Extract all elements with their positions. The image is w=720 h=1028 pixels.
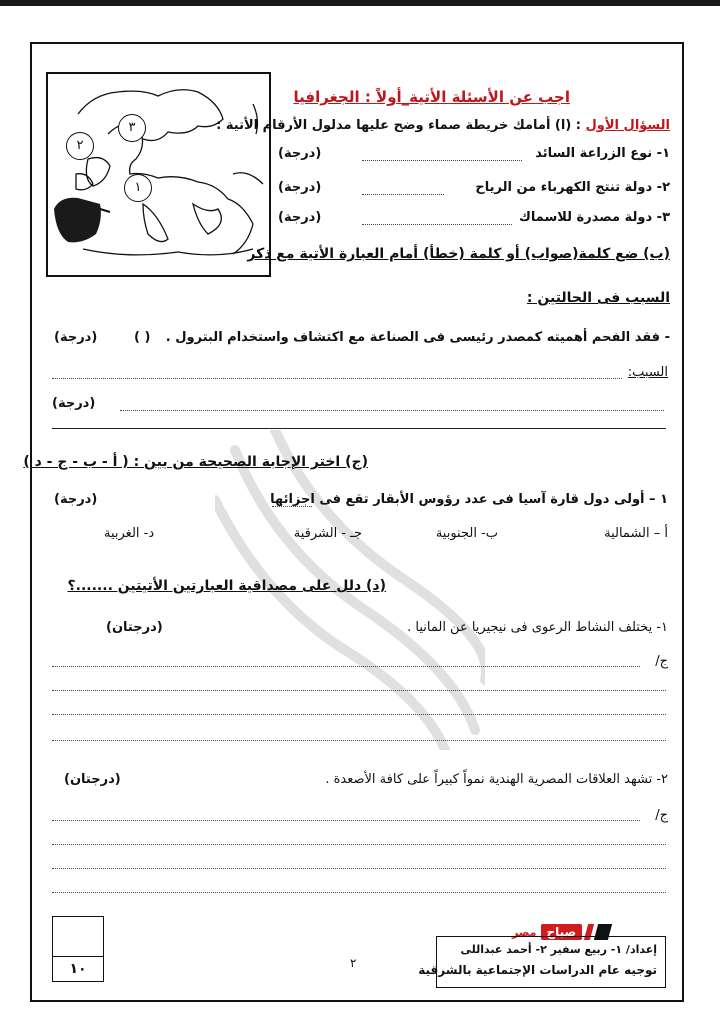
answer-label: ج/ (655, 654, 668, 669)
option-b: ب- الجنوبية (435, 526, 498, 541)
part-b-subtitle: السبب فى الحالتين : (526, 290, 670, 306)
section-title: اجب عن الأسئلة الأتية_أولاً : الجغرافيا (293, 88, 570, 106)
answer-line (52, 714, 666, 715)
reason-label: السبب: (627, 365, 668, 380)
europe-map-outline (48, 74, 269, 275)
map-label-2: ٢ (66, 132, 94, 160)
logo-text: صباح (541, 924, 583, 940)
part-b-mark-2: (درجة) (52, 396, 96, 411)
top-rule (0, 0, 720, 6)
answer-line (52, 844, 666, 845)
answer-line (362, 224, 512, 225)
map-label-1: ١ (124, 174, 152, 202)
prepared-by: إعداد/ ١- ربيع سفير ٢- أحمد عبداللى (460, 943, 657, 956)
option-d: د- الغربية (104, 526, 155, 541)
q1-item-2: ٢- دولة تنتج الكهرباء من الرياح (475, 180, 670, 195)
answer-line (362, 194, 444, 195)
answer-brackets: ( ) (134, 330, 151, 345)
map-label-3: ٣ (118, 114, 146, 142)
part-d-q1-mark: (درجتان) (106, 620, 163, 635)
part-b-mark-1: (درجة) (54, 330, 98, 345)
answer-line (52, 820, 640, 821)
option-c: جـ - الشرقية (293, 526, 362, 541)
q1-line (216, 118, 670, 133)
part-d-q1: ١- يختلف النشاط الرعوى فى نيجيريا عن المانيا . (407, 620, 668, 635)
part-c-question: ١ – أولى دول قارة آسيا فى عدد رؤوس الأبقار تقع فى اجزائها (270, 492, 668, 507)
footer-credit-box (418, 936, 666, 988)
part-d-q2-mark: (درجتان) (64, 772, 121, 787)
q1-item-3: ٣- دولة مصدرة للاسماك (518, 210, 670, 225)
organization: توجيه عام الدراسات الإجتماعية بالشرقية (418, 963, 657, 977)
answer-line (52, 740, 666, 741)
part-c-mark: (درجة) (54, 492, 98, 507)
q1-item-1-mark: (درجة) (278, 146, 322, 161)
answer-line (52, 868, 666, 869)
answer-line (52, 892, 666, 893)
page-number: ١٠ (53, 956, 103, 981)
option-a: أ – الشمالية (604, 526, 668, 541)
part-b-statement: - فقد الفحم أهميته كمصدر رئيسى فى الصناعة مع اكتشاف واستخدام البترول . (165, 330, 670, 345)
part-b-title: (ب) ضع كلمة(صواب) أو كلمة (خطأ) أمام العبارة الأتية مع ذكر (247, 246, 670, 262)
part-c-title: (ج) اختر الإجابة الصحيحة من بين : ( أ - ب - ج - د ) (23, 454, 368, 470)
q1-label: السؤال الأول (585, 118, 670, 133)
part-d-title: (د) دلل على مصداقية العبارتين الأتيتين .......؟ (67, 578, 386, 594)
blank-map (46, 72, 271, 277)
part-d-q2: ٢- تشهد العلاقات المصرية الهندية نمواً كبيراً على كافة الأصعدة . (325, 772, 668, 787)
iberian-peninsula-shape (54, 198, 101, 243)
answer-label: ج/ (655, 808, 668, 823)
q1-item-2-mark: (درجة) (278, 180, 322, 195)
answer-line (272, 506, 312, 507)
page-number-box (52, 916, 104, 982)
answer-line (52, 690, 666, 691)
logo-sub: مصر (512, 925, 537, 939)
q1-instruction: : (ا) أمامك خريطة صماء وضح عليها مدلول الأرقام الأتية : (216, 118, 581, 133)
reason-line (120, 410, 664, 411)
reason-line (52, 378, 622, 379)
answer-line (52, 666, 640, 667)
q1-item-1: ١- نوع الزراعة السائد (535, 146, 670, 161)
section-divider (52, 428, 666, 429)
q1-item-3-mark: (درجة) (278, 210, 322, 225)
center-page-number: ٢ (350, 956, 357, 970)
answer-line (362, 160, 522, 161)
